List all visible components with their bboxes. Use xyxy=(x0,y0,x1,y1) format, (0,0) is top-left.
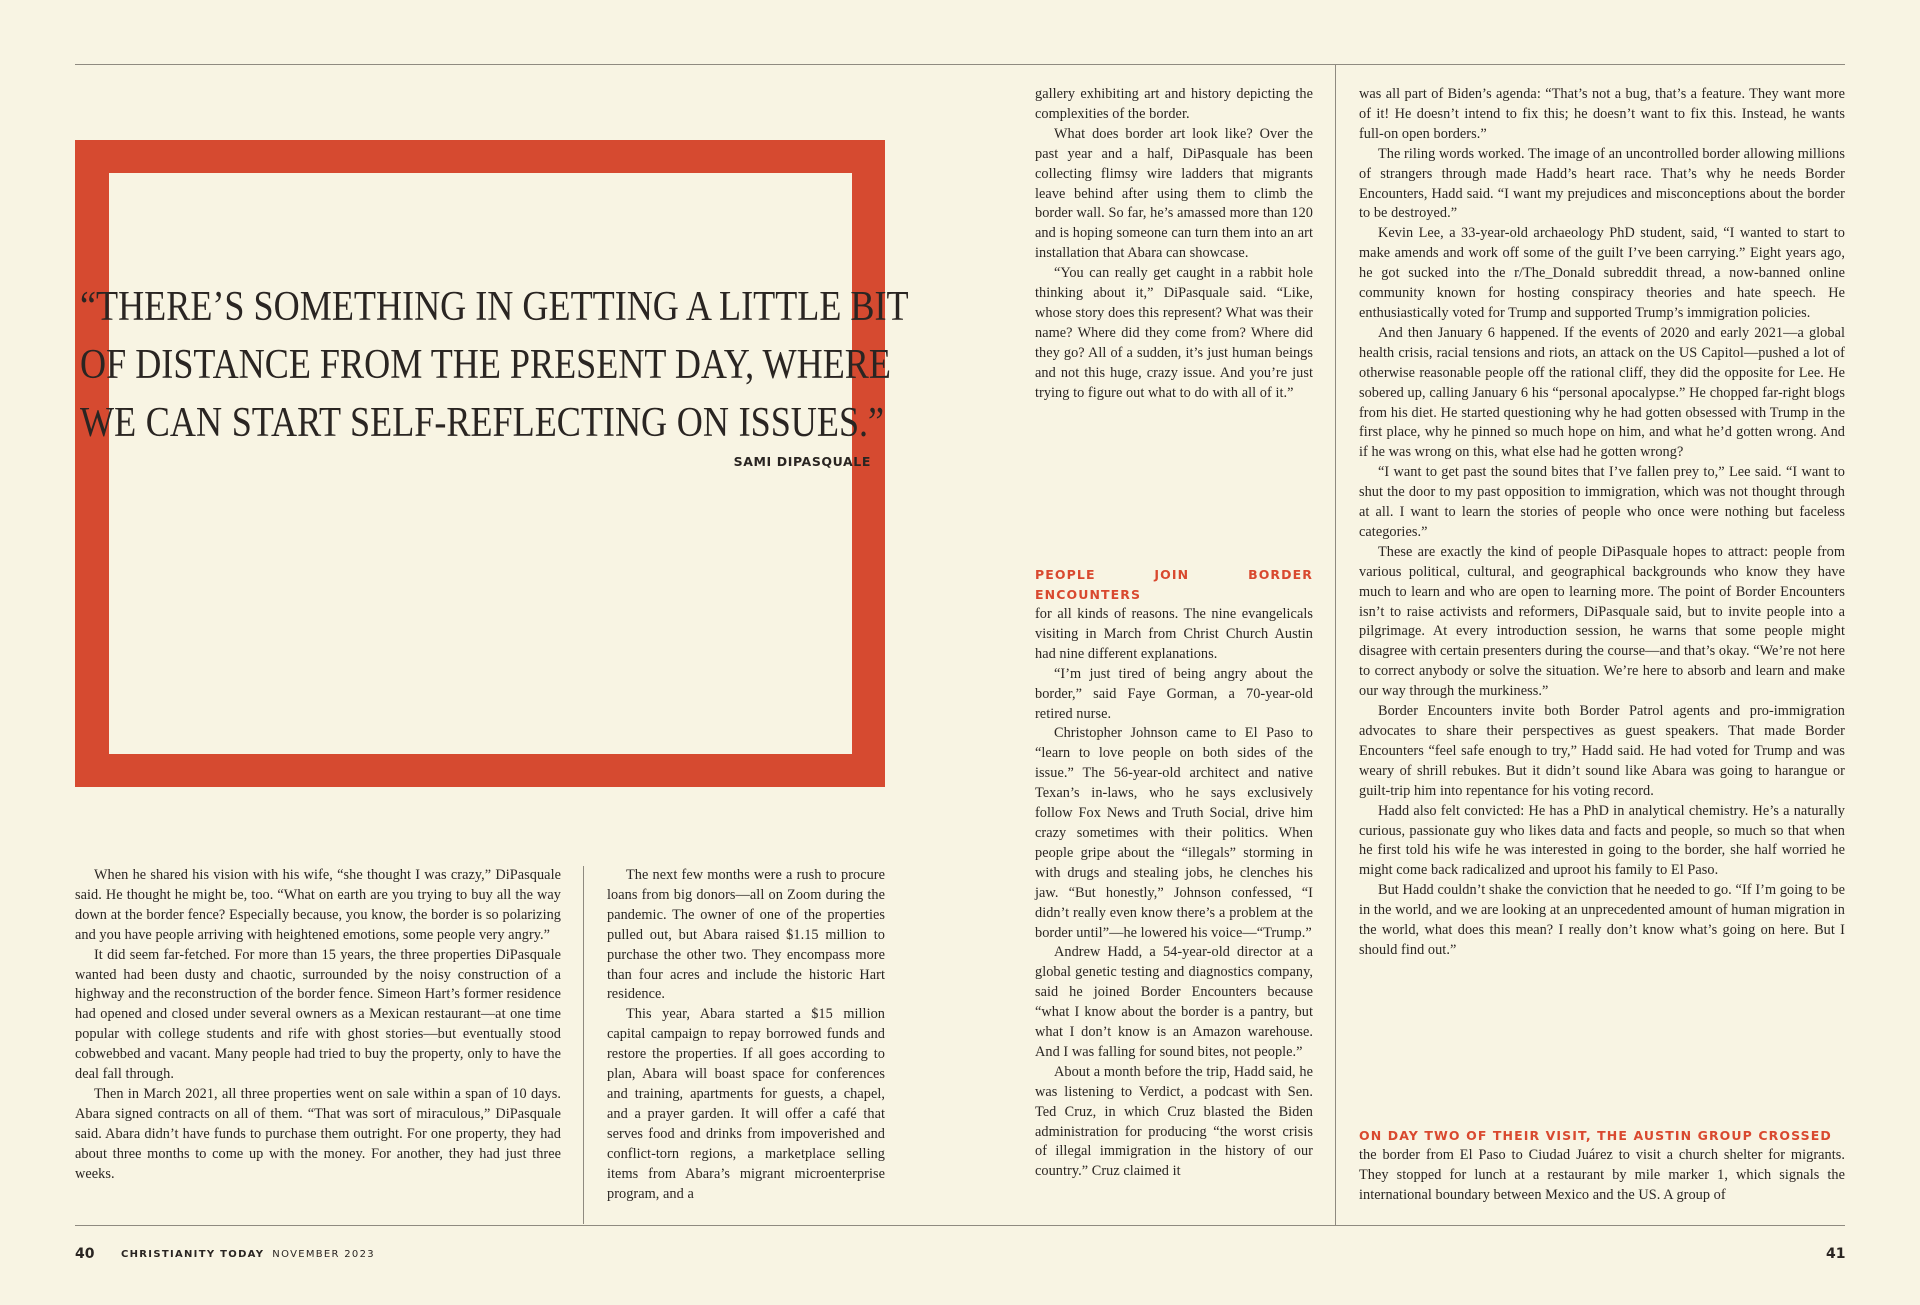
article-column-4-top xyxy=(1359,85,1845,961)
paragraph: Kevin Lee, a 33-year-old archaeology PhD student, said, “I wanted to start to make amends and work off some of the guilt I’ve been carrying.” Eight years ago, he got sucked into the r/The_Donald subreddit thread, a now-banned online community known for hosting conspiracy theories and hate speech. He enthusiastically voted for Trump and supported Trump’s immigration policies. xyxy=(1359,225,1845,321)
page-number-right: 41 xyxy=(1826,1246,1846,1262)
magazine-footer xyxy=(121,1249,375,1260)
section-lead-in: PEOPLE JOIN BORDER ENCOUNTERS xyxy=(1035,567,1313,602)
article-column-4-bottom xyxy=(1359,1126,1845,1206)
paragraph: “I want to get past the sound bites that I’ve fallen prey to,” Lee said. “I want to shut the door to my past opposition to immigration, which was not thought through at all. I want to learn the stories of people who once were nothing but faceless categories.” xyxy=(1359,464,1845,540)
paragraph: About a month before the trip, Hadd said, he was listening to Verdict, a podcast with Sen. Ted Cruz, in which Cruz blasted the Biden administration for producing “the worst crisis of illegal immigration in the history of our country.” Cruz claimed it xyxy=(1035,1063,1313,1180)
column-divider-right xyxy=(1335,64,1336,1225)
paragraph: gallery exhibiting art and history depicting the complexities of the border. xyxy=(1035,86,1313,122)
article-column-1 xyxy=(75,866,561,1185)
paragraph: What does border art look like? Over the past year and a half, DiPasquale has been collecting flimsy wire ladders that migrants leave behind after using them to climb the border wall. So far, he’s amassed more than 120 and is hoping someone can turn them into an art installation that Abara can showcase. xyxy=(1035,125,1313,262)
paragraph: “I’m just tired of being angry about the border,” said Faye Gorman, a 70-year-old retired nurse. xyxy=(1035,665,1313,722)
article-column-2 xyxy=(607,866,885,1204)
page-number-left: 40 xyxy=(75,1246,95,1262)
paragraph: This year, Abara started a $15 million capital campaign to repay borrowed funds and restore the properties. If all goes according to plan, Abara will boast space for conferences and training, apartments for guests, a chapel, and a prayer garden. It will offer a café that serves food and drinks from impoverished and conflict-torn regions, a marketplace selling items from Abara’s migrant microenterprise program, and a xyxy=(607,1006,885,1202)
section-lead-in: ON DAY TWO OF THEIR VISIT, THE AUSTIN GROUP CROSSED xyxy=(1359,1128,1832,1143)
pull-quote xyxy=(80,278,909,452)
paragraph: It did seem far-fetched. For more than 15 years, the three properties DiPasquale wanted had been dusty and chaotic, surrounded by the noisy construction of a highway and the reconstruction of the border fence. Simeon Hart’s former residence had opened and closed under several owners as a Mexican restaurant—at one time popular with college students and rife with ghost stories—but eventually stood cobwebbed and vacant. Many people had tried to buy the property, only to have the deal fall through. xyxy=(75,946,561,1083)
paragraph: When he shared his vision with his wife, “she thought I was crazy,” DiPasquale said. He thought he might be, too. “What on earth are you trying to buy all the way down at the border fence? Especially because, you know, the border is so polarizing and you have people arriving with heightened emotions, some people very angry.” xyxy=(75,867,561,943)
article-column-3-bottom xyxy=(1035,565,1313,1182)
paragraph: “You can really get caught in a rabbit hole thinking about it,” DiPasquale said. “Like, whose story does this represent? What was their name? Where did they come from? Where did they go? All of a sudden, it’s just human beings and not this huge, crazy issue. And you’re just trying to figure out what to do with all of it.” xyxy=(1035,265,1313,401)
bottom-rule xyxy=(75,1225,1845,1226)
magazine-name: CHRISTIANITY TODAY xyxy=(121,1249,265,1260)
pull-quote-line: “THERE’S SOMETHING IN GETTING A LITTLE BIT xyxy=(80,284,909,330)
paragraph: These are exactly the kind of people DiPasquale hopes to attract: people from various political, cultural, and geographical backgrounds who know they have much to learn and who are open to learning more. The point of Border Encounters isn’t to raise activists and reformers, DiPasquale said, but to invite people into a pilgrimage. At every introduction session, he warns that some people might disagree with certain presenters during the course—and that’s okay. “We’re not here to correct anybody or solve the situation. We’re here to absorb and learn and make our way through the murkiness.” xyxy=(1359,543,1845,700)
paragraph: Border Encounters invite both Border Patrol agents and pro-immigration advocates to share their perspectives as guest speakers. That made Border Encounters “feel safe enough to try,” Hadd said. He had voted for Trump and was weary of shrill rebukes. But it didn’t sound like Abara was going to harangue or guilt-trip him into repentance for his voting record. xyxy=(1359,703,1845,799)
column-divider-left xyxy=(583,866,584,1224)
top-rule xyxy=(75,64,1845,65)
paragraph: The next few months were a rush to procure loans from big donors—all on Zoom during the pandemic. The owner of one of the properties pulled out, but Abara raised $1.15 million to purchase the other two. They encompass more than four acres and include the historic Hart residence. xyxy=(607,867,885,1003)
paragraph: Hadd also felt convicted: He has a PhD in analytical chemistry. He’s a naturally curious, passionate guy who likes data and facts and people, so much so that when he first told his wife he was interested in going to the border, she half worried he might come back radicalized and uproot his family to El Paso. xyxy=(1359,802,1845,879)
pull-quote-line: OF DISTANCE FROM THE PRESENT DAY, WHERE xyxy=(80,342,891,388)
pull-quote-attribution: SAMI DIPASQUALE xyxy=(733,454,871,469)
paragraph: for all kinds of reasons. The nine evangelicals visiting in March from Christ Church Austin had nine different explanations. xyxy=(1035,606,1313,662)
article-column-3-top xyxy=(1035,85,1313,404)
paragraph: Christopher Johnson came to El Paso to “learn to love people on both sides of the issue.” The 56-year-old architect and native Texan’s in-laws, who he says exclusively follow Fox News and Truth Social, drive him crazy sometimes with their politics. When people gripe about the “illegals” storming in with drugs and stealing jobs, he clenches his jaw. “But honestly,” Johnson confessed, “I didn’t really even know there’s a problem at the border until”—he lowered his voice—“Trump.” xyxy=(1035,725,1313,941)
paragraph: But Hadd couldn’t shake the conviction that he needed to go. “If I’m going to be in the world, and we are looking at an unprecedented amount of human migration in the world, what does this mean? I really don’t know what’s going on here. But I should find out.” xyxy=(1359,882,1845,958)
paragraph: And then January 6 happened. If the events of 2020 and early 2021—a global health crisis, racial tensions and riots, an attack on the US Capitol—pushed a lot of otherwise reasonable people off the rational cliff, they did the opposite for Lee. He sobered up, calling January 6 his “personal apocalypse.” He chopped far-right blogs from his diet. He started questioning why he had gotten obsessed with Trump in the first place, why he pinned so much hope on him, and what he’d gotten wrong. And if he was wrong on this, what else had he gotten wrong? xyxy=(1359,324,1845,461)
paragraph: The riling words worked. The image of an uncontrolled border allowing millions of strangers through made Hadd’s heart race. That’s why he needs Border Encounters, Hadd said. “I want my prejudices and misconceptions about the border to be destroyed.” xyxy=(1359,145,1845,222)
pull-quote-line: WE CAN START SELF-REFLECTING ON ISSUES.” xyxy=(80,400,885,446)
paragraph: Then in March 2021, all three properties went on sale within a span of 10 days. Abara signed contracts on all of them. “That was sort of miraculous,” DiPasquale said. Abara didn’t have funds to purchase them outright. For one property, they had about three months to come up with the money. For another, they had just three weeks. xyxy=(75,1085,561,1182)
issue-date: NOVEMBER 2023 xyxy=(272,1249,375,1260)
paragraph: was all part of Biden’s agenda: “That’s not a bug, that’s a feature. They want more of it! He doesn’t intend to fix this; he doesn’t want to fix this. Instead, he wants full-on open borders.” xyxy=(1359,86,1845,142)
paragraph: Andrew Hadd, a 54-year-old director at a global genetic testing and diagnostics company, said he joined Border Encounters because “what I know about the border is a pantry, but what I don’t know is an Amazon warehouse. And I was falling for sound bites, not people.” xyxy=(1035,944,1313,1060)
paragraph: the border from El Paso to Ciudad Juárez to visit a church shelter for migrants. They stopped for lunch at a restaurant by mile marker 1, which signals the international boundary between Mexico and the US. A group of xyxy=(1359,1147,1845,1203)
